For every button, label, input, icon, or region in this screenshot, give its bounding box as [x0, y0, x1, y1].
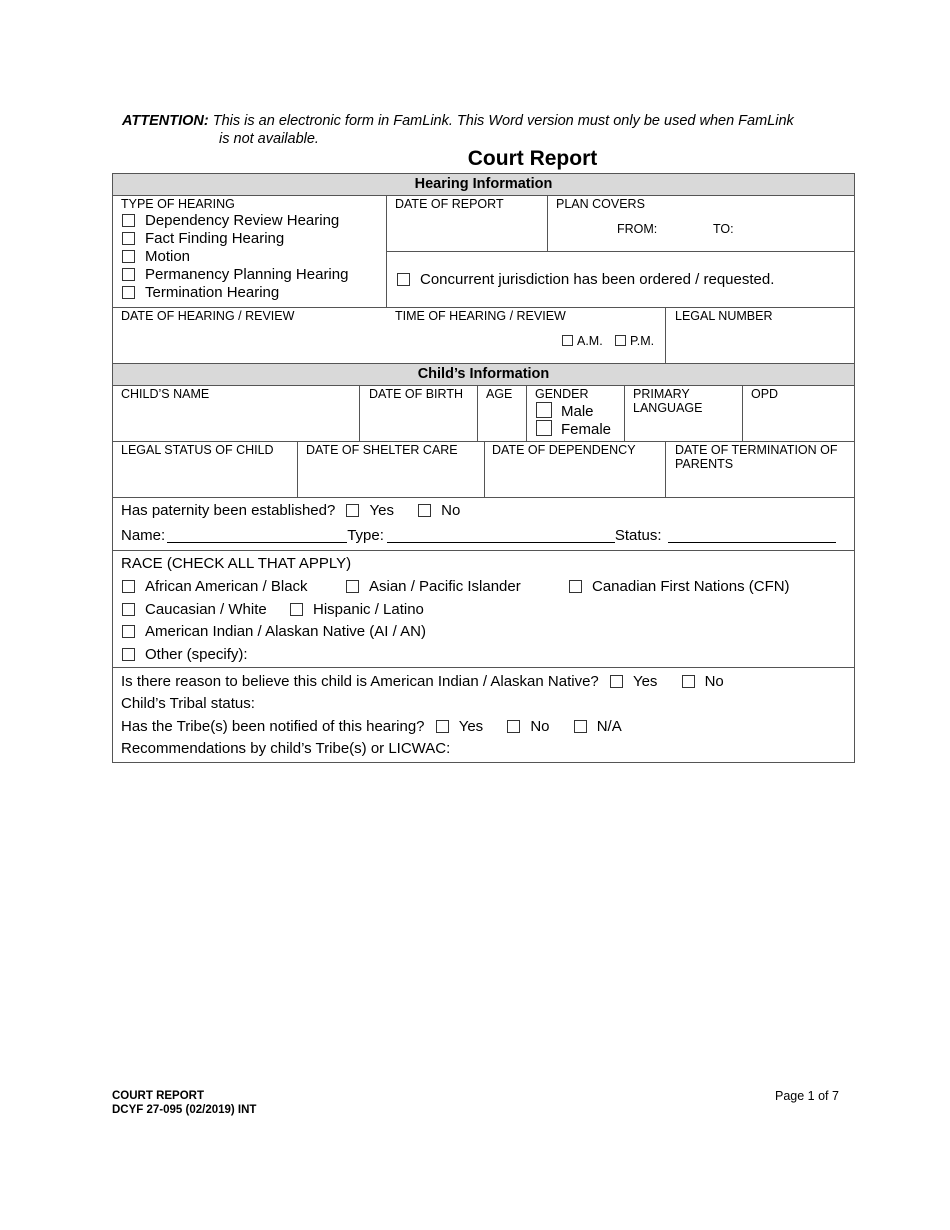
- divider: [112, 195, 855, 196]
- date-of-dependency-label: DATE OF DEPENDENCY: [492, 443, 636, 457]
- checkbox[interactable]: [290, 603, 303, 616]
- tribe-notified-row: Has the Tribe(s) been notified of this hearing? Yes No N/A: [121, 718, 622, 735]
- divider: [526, 385, 527, 441]
- race-african-american-checkbox[interactable]: African American / Black: [122, 578, 308, 596]
- checkbox[interactable]: [122, 648, 135, 661]
- hearing-type-termination[interactable]: Termination Hearing: [122, 284, 279, 302]
- footer-form-number: DCYF 27-095 (02/2019) INT: [112, 1104, 257, 1116]
- race-other-checkbox[interactable]: Other (specify):: [122, 646, 248, 664]
- tribe-notified-question: Has the Tribe(s) been notified of this hearing?: [121, 718, 425, 735]
- checkbox[interactable]: [536, 420, 552, 436]
- race-aian-checkbox[interactable]: American Indian / Alaskan Native (AI / AN): [122, 623, 426, 641]
- type-of-hearing-label: TYPE OF HEARING: [121, 197, 235, 211]
- race-heading: RACE (CHECK ALL THAT APPLY): [121, 555, 352, 572]
- paternity-status-label: Status:: [614, 527, 662, 544]
- legal-status-label: LEGAL STATUS OF CHILD: [121, 443, 274, 457]
- paternity-yes-checkbox[interactable]: [346, 504, 359, 517]
- divider: [624, 385, 625, 441]
- tribe-notified-na-checkbox[interactable]: [574, 720, 587, 733]
- paternity-no-checkbox[interactable]: [418, 504, 431, 517]
- footer-form-name: COURT REPORT: [112, 1090, 204, 1102]
- termination-label: DATE OF TERMINATION OF PARENTS: [675, 443, 838, 471]
- paternity-status-field[interactable]: [668, 528, 836, 543]
- gender-female-checkbox[interactable]: Female: [536, 420, 611, 439]
- attention-line-1: This is an electronic form in FamLink. This Word version must only be used when FamLink: [212, 113, 794, 129]
- plan-from-label: FROM:: [617, 222, 658, 236]
- checkbox[interactable]: [615, 335, 626, 346]
- checkbox[interactable]: [122, 580, 135, 593]
- hearing-type-dependency[interactable]: Dependency Review Hearing: [122, 212, 339, 230]
- attention-label: ATTENTION:: [122, 113, 209, 129]
- checkbox[interactable]: [122, 268, 135, 281]
- footer-page-number: Page 1 of 7: [775, 1089, 839, 1103]
- divider: [359, 385, 360, 441]
- tribal-yes-checkbox[interactable]: [610, 675, 623, 688]
- am-checkbox[interactable]: A.M.: [562, 334, 603, 348]
- divider: [112, 497, 855, 498]
- divider: [112, 667, 855, 668]
- gender-male-checkbox[interactable]: Male: [536, 402, 594, 421]
- pm-checkbox[interactable]: P.M.: [615, 334, 654, 348]
- paternity-type-field[interactable]: [387, 528, 615, 543]
- checkbox[interactable]: [569, 580, 582, 593]
- hearing-type-motion[interactable]: Motion: [122, 248, 190, 266]
- shelter-care-label: DATE OF SHELTER CARE: [306, 443, 458, 457]
- divider: [112, 550, 855, 551]
- plan-covers-label: PLAN COVERS: [556, 197, 645, 211]
- tribe-notified-yes-checkbox[interactable]: [436, 720, 449, 733]
- divider: [112, 385, 855, 386]
- legal-number-label: LEGAL NUMBER: [675, 309, 773, 323]
- divider: [297, 441, 298, 497]
- paternity-details-row: [121, 527, 836, 545]
- date-of-report-label: DATE OF REPORT: [395, 197, 504, 211]
- divider: [112, 307, 855, 308]
- plan-to-label: TO:: [713, 222, 734, 236]
- paternity-name-field[interactable]: [167, 528, 347, 543]
- divider: [665, 441, 666, 497]
- time-of-hearing-label: TIME OF HEARING / REVIEW: [395, 309, 566, 323]
- opd-label: OPD: [751, 387, 779, 401]
- hearing-type-fact-finding[interactable]: Fact Finding Hearing: [122, 230, 284, 248]
- attention-line-2: is not available.: [219, 131, 319, 147]
- tribal-question: Is there reason to believe this child is American Indian / Alaskan Native?: [121, 673, 599, 690]
- checkbox[interactable]: [122, 625, 135, 638]
- age-label: AGE: [486, 387, 513, 401]
- race-caucasian-checkbox[interactable]: Caucasian / White: [122, 601, 267, 619]
- checkbox[interactable]: [122, 286, 135, 299]
- concurrent-jurisdiction-checkbox[interactable]: Concurrent jurisdiction has been ordered / requested.: [397, 271, 774, 289]
- hearing-type-permanency[interactable]: Permanency Planning Hearing: [122, 266, 348, 284]
- divider: [665, 307, 666, 363]
- hearing-section-header: Hearing Information: [113, 174, 854, 195]
- tribal-status-label: Child’s Tribal status:: [121, 695, 255, 712]
- divider: [484, 441, 485, 497]
- page-title: Court Report: [467, 147, 598, 170]
- checkbox[interactable]: [346, 580, 359, 593]
- checkbox[interactable]: [122, 603, 135, 616]
- gender-label: GENDER: [535, 387, 589, 401]
- race-hispanic-checkbox[interactable]: Hispanic / Latino: [290, 601, 424, 619]
- date-of-hearing-label: DATE OF HEARING / REVIEW: [121, 309, 295, 323]
- divider: [386, 251, 855, 252]
- checkbox[interactable]: [562, 335, 573, 346]
- primary-language-label: PRIMARY LANGUAGE: [633, 387, 703, 415]
- race-cfn-checkbox[interactable]: Canadian First Nations (CFN): [569, 578, 790, 596]
- paternity-type-label: Type:: [347, 527, 384, 544]
- checkbox[interactable]: [536, 402, 552, 418]
- childs-name-label: CHILD’S NAME: [121, 387, 210, 401]
- tribal-no-checkbox[interactable]: [682, 675, 695, 688]
- tribe-recommendations-label: Recommendations by child’s Tribe(s) or LICWAC:: [121, 740, 451, 757]
- checkbox[interactable]: [397, 273, 410, 286]
- tribe-notified-no-checkbox[interactable]: [507, 720, 520, 733]
- paternity-question: Has paternity been established?: [121, 502, 336, 519]
- paternity-name-label: Name:: [121, 527, 166, 544]
- checkbox[interactable]: [122, 232, 135, 245]
- divider: [547, 195, 548, 251]
- date-of-birth-label: DATE OF BIRTH: [369, 387, 463, 401]
- paternity-row: Has paternity been established? Yes No: [121, 502, 461, 519]
- child-section-header: Child’s Information: [113, 364, 854, 385]
- tribal-question-row: Is there reason to believe this child is American Indian / Alaskan Native? Yes No: [121, 673, 724, 690]
- checkbox[interactable]: [122, 214, 135, 227]
- divider: [742, 385, 743, 441]
- divider: [477, 385, 478, 441]
- attention-notice: [122, 112, 852, 148]
- race-asian-checkbox[interactable]: Asian / Pacific Islander: [346, 578, 521, 596]
- checkbox[interactable]: [122, 250, 135, 263]
